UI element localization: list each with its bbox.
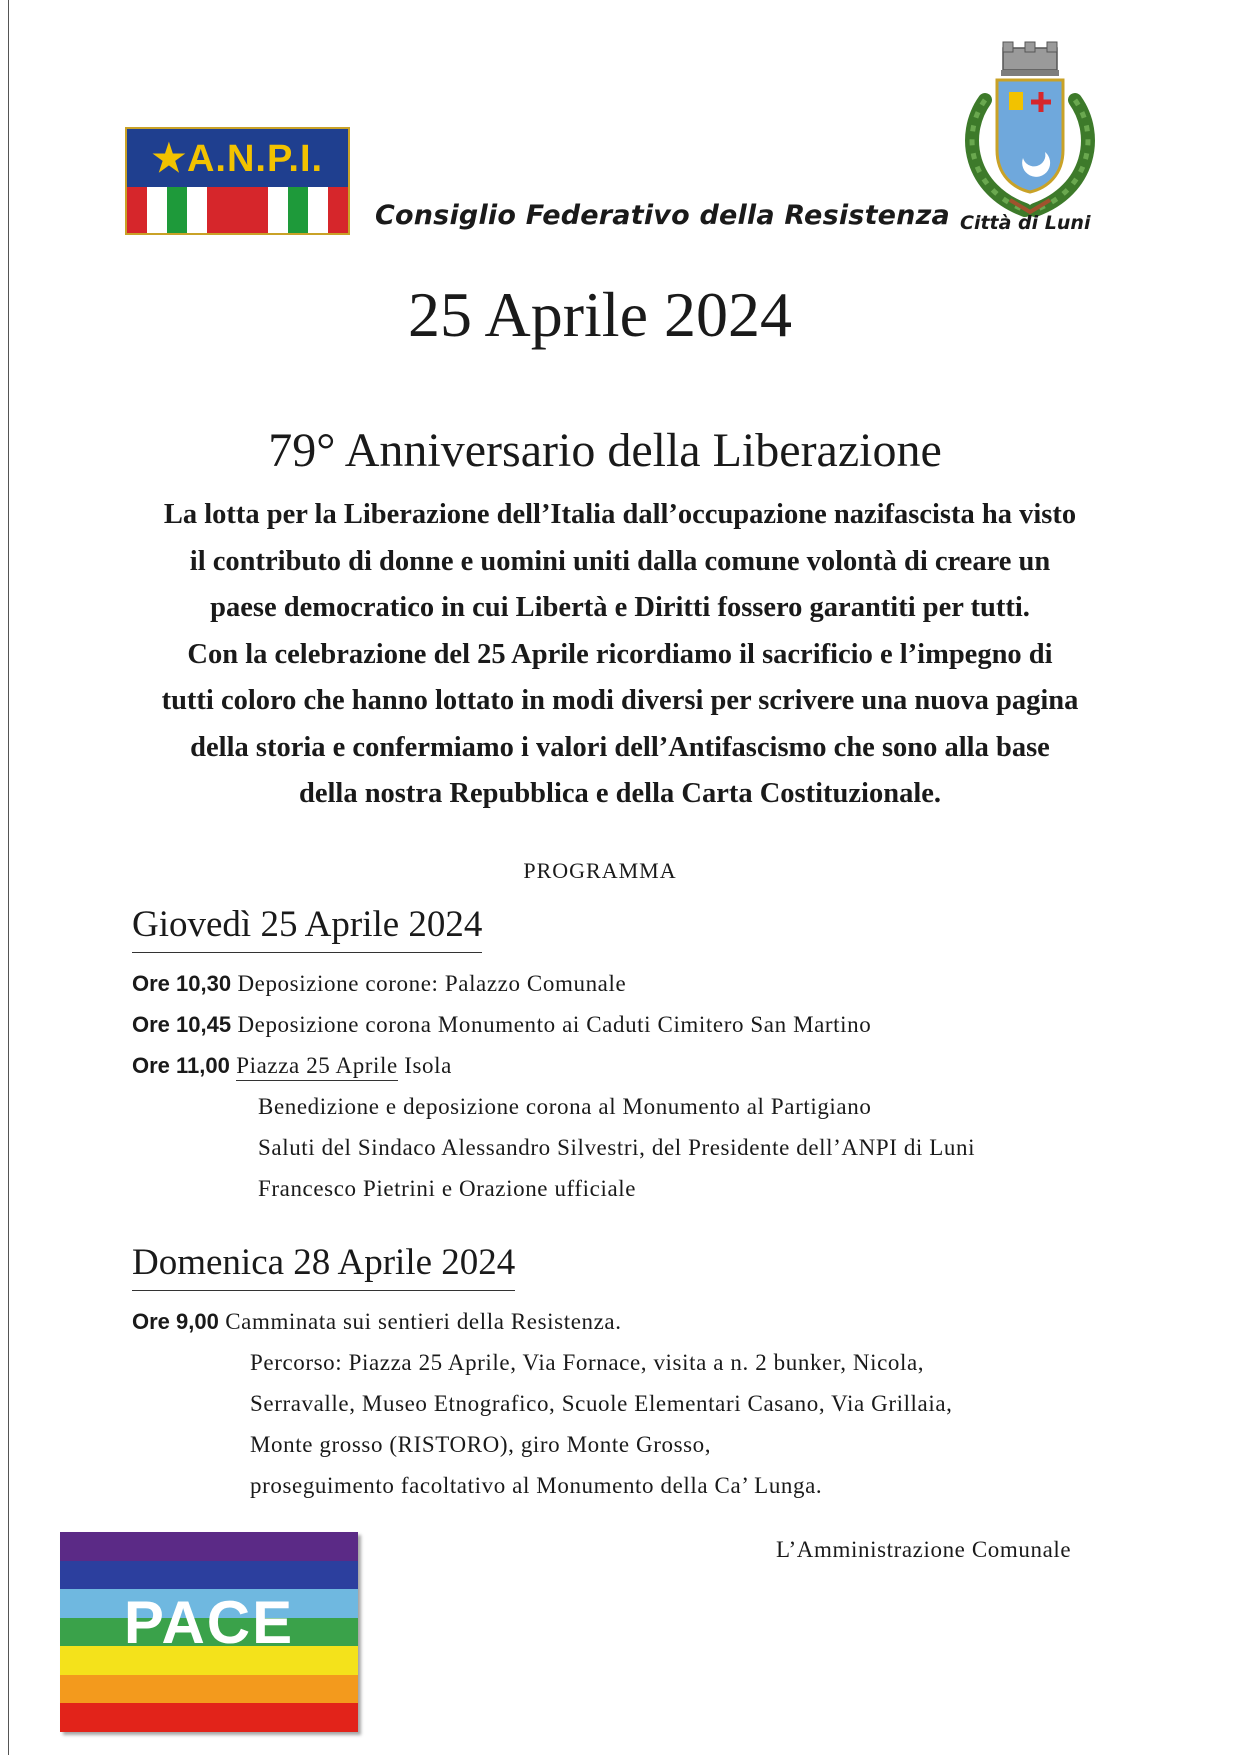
event-detail: proseguimento facoltativo al Monumento della Ca’ Lunga. [250,1473,823,1498]
event-row [132,1012,871,1038]
event-text: Camminata sui sentieri della Resistenza. [225,1309,622,1334]
event-row [132,971,626,997]
event-time: Ore 9,00 [132,1309,219,1334]
anpi-logo-text: ★A.N.P.I. [127,129,348,187]
intro-line: paese democratico in cui Libertà e Diritti fossero garantiti per tutti. [210,592,1030,623]
page-title: 25 Aprile 2024 [408,279,792,350]
event-location: Piazza 25 Aprile [236,1053,398,1081]
signature: L’Amministrazione Comunale [776,1537,1072,1562]
coat-of-arms-icon [955,40,1105,220]
event-time: Ore 10,30 [132,971,232,996]
event-text: Deposizione corona Monumento ai Caduti Cimitero San Martino [237,1012,872,1037]
pace-flag-stripe [60,1703,358,1732]
event-time: Ore 10,45 [132,1012,232,1037]
intro-line: Con la celebrazione del 25 Aprile ricordiamo il sacrificio e l’impegno di [187,638,1053,670]
anniversary-title: 79° Anniversario della Liberazione [268,424,942,477]
pace-flag-stripe [60,1532,358,1561]
intro-line: della storia e confermiamo i valori dell’Antifascismo che sono alla base [190,731,1050,763]
event-detail: Benedizione e deposizione corona al Monumento al Partigiano [258,1094,872,1119]
event-text: Isola [404,1053,452,1078]
intro-line: della nostra Repubblica e della Carta Costituzionale. [298,778,942,809]
event-detail: Monte grosso (RISTORO), giro Monte Grosso, [250,1432,712,1457]
event-text: Deposizione corone: Palazzo Comunale [237,971,627,996]
pace-flag-stripe [60,1675,358,1704]
event-row [132,1053,452,1079]
city-label: Città di Luni [960,212,1091,234]
council-name: Consiglio Federativo della Resistenza [375,200,950,231]
event-detail: Saluti del Sindaco Alessandro Silvestri, del Presidente dell’ANPI di Luni [258,1135,976,1160]
event-detail: Percorso: Piazza 25 Aprile, Via Fornace, visita a n. 2 bunker, Nicola, [250,1350,925,1375]
event-detail: Francesco Pietrini e Orazione ufficiale [258,1176,637,1201]
program-heading: PROGRAMMA [523,858,677,883]
event-time: Ore 11,00 [132,1053,230,1078]
intro-line: il contributo di donne e uomini uniti dalla comune volontà di creare un [189,545,1051,577]
intro-line: tutti coloro che hanno lottato in modi diversi per scrivere una nuova pagina [161,685,1079,716]
intro-paragraph [40,492,1200,818]
intro-line: La lotta per la Liberazione dell’Italia dall’occupazione nazifascista ha visto [163,499,1077,530]
pace-flag-stripe [60,1561,358,1590]
anpi-logo [125,127,350,235]
event-row [132,1309,622,1335]
day2-title: Domenica 28 Aprile 2024 [132,1241,515,1291]
pace-flag-text: PACE [123,1589,295,1656]
event-detail: Serravalle, Museo Etnografico, Scuole Elementari Casano, Via Grillaia, [250,1391,953,1416]
italian-flag-stripes [127,187,348,233]
day1-title: Giovedì 25 Aprile 2024 [132,903,482,953]
